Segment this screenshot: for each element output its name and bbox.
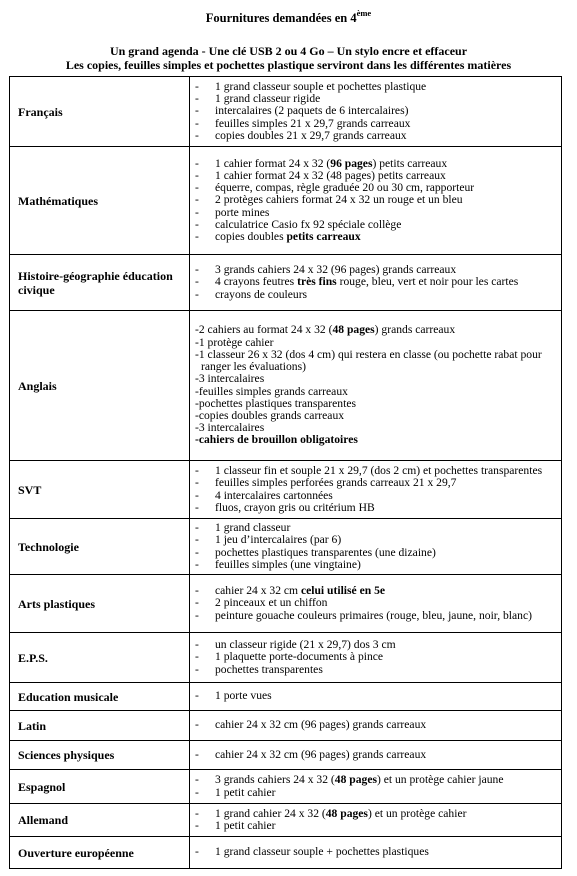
bullet-dash: - [195, 806, 199, 820]
bullet-dash: - [195, 521, 199, 535]
subject-row [10, 461, 562, 519]
item-text: -2 cahiers au format 24 x 32 (48 pages) grands carreaux [195, 324, 456, 337]
list-item [193, 398, 561, 410]
list-item [193, 207, 561, 219]
supplies-table [9, 76, 562, 869]
bullet-dash: - [195, 718, 199, 732]
list-item [193, 585, 561, 597]
item-text: intercalaires (2 paquets de 6 intercalaires) [215, 105, 409, 118]
list-item [193, 276, 561, 288]
list-item [193, 337, 561, 349]
list-item [193, 690, 561, 702]
item-text: équerre, compas, règle graduée 20 ou 30 cm, rapporteur [215, 182, 475, 195]
subject-row [10, 519, 562, 575]
subject-name: Arts plastiques [10, 575, 190, 633]
subject-row [10, 770, 562, 804]
bullet-dash: - [195, 747, 199, 761]
list-item [193, 774, 561, 786]
item-text: copies doubles 21 x 29,7 grands carreaux [215, 129, 407, 142]
list-item [193, 219, 561, 231]
item-text: crayons de couleurs [215, 288, 308, 301]
bullet-dash: - [195, 181, 199, 195]
list-item [193, 477, 561, 489]
list-item [193, 749, 561, 761]
item-text: 1 cahier format 24 x 32 (48 pages) petits carreaux [215, 169, 446, 182]
bullet-dash: - [195, 464, 199, 478]
list-item [193, 289, 561, 301]
subject-items [190, 255, 562, 311]
bullet-dash: - [195, 845, 199, 859]
bullet-dash: - [195, 608, 199, 622]
item-text: cahier 24 x 32 cm celui utilisé en 5e [215, 585, 386, 598]
list-item [193, 349, 561, 361]
bullet-dash: - [195, 287, 199, 301]
bullet-dash: - [195, 104, 199, 118]
title-superscript: ème [356, 8, 372, 18]
bullet-dash: - [195, 584, 199, 598]
subject-items [190, 461, 562, 519]
bullet-dash: - [195, 689, 199, 703]
title-text: Fournitures demandées en 4 [205, 11, 357, 25]
list-item [193, 559, 561, 571]
bullet-dash: - [195, 533, 199, 547]
item-text: cahier 24 x 32 cm (96 pages) grands carreaux [215, 719, 427, 732]
bullet-dash: - [195, 168, 199, 182]
list-item [193, 118, 561, 130]
list-item [193, 664, 561, 676]
subject-items [190, 633, 562, 683]
item-text: -cahiers de brouillon obligatoires [195, 434, 358, 447]
list-item [193, 93, 561, 105]
subject-row [10, 683, 562, 711]
item-text: ranger les évaluations) [201, 361, 306, 374]
subject-row [10, 77, 562, 147]
item-text: 1 classeur fin et souple 21 x 29,7 (dos 2 cm) et pochettes transparentes [215, 465, 543, 478]
subject-name: Mathématiques [10, 147, 190, 255]
item-text: 2 protèges cahiers format 24 x 32 un rouge et un bleu [215, 194, 463, 207]
subject-items [190, 770, 562, 804]
list-item [193, 158, 561, 170]
bullet-dash: - [195, 116, 199, 130]
list-item [193, 522, 561, 534]
subject-items [190, 804, 562, 837]
subject-name: Sciences physiques [10, 741, 190, 770]
subject-name: Latin [10, 711, 190, 741]
list-item [193, 846, 561, 858]
list-item [193, 547, 561, 559]
subject-row [10, 741, 562, 770]
subject-row [10, 575, 562, 633]
item-text: 1 petit cahier [215, 820, 276, 832]
list-item [193, 182, 561, 194]
item-text: calculatrice Casio fx 92 spéciale collège [215, 218, 402, 231]
item-text: 1 cahier format 24 x 32 (96 pages) petits carreaux [215, 157, 448, 170]
item-text: peinture gouache couleurs primaires (rouge, bleu, jaune, noir, blanc) [215, 609, 532, 622]
subject-items [190, 311, 562, 461]
item-text: 1 grand classeur souple + pochettes plastiques [215, 846, 429, 859]
item-text: 1 plaquette porte-documents à pince [215, 651, 384, 664]
list-item [193, 373, 561, 385]
item-text: copies doubles petits carreaux [215, 231, 361, 243]
bullet-dash: - [195, 500, 199, 514]
bullet-dash: - [195, 662, 199, 676]
subject-items [190, 77, 562, 147]
item-text: -copies doubles grands carreaux [195, 409, 345, 422]
item-text: 1 grand classeur souple et pochettes plastique [215, 80, 427, 93]
list-item [193, 610, 561, 622]
subject-name: Technologie [10, 519, 190, 575]
subject-name: E.P.S. [10, 633, 190, 683]
list-item [193, 787, 561, 799]
list-item [193, 231, 561, 243]
item-text: 1 grand classeur [215, 522, 291, 535]
bullet-dash: - [195, 230, 199, 243]
item-text: 1 porte vues [215, 690, 272, 703]
list-item [193, 264, 561, 276]
list-item [193, 434, 561, 446]
item-text: porte mines [215, 206, 270, 219]
item-text: -feuilles simples grands carreaux [195, 385, 348, 398]
list-item [193, 651, 561, 663]
bullet-dash: - [195, 638, 199, 652]
list-item [193, 410, 561, 422]
shared-supplies-note: Les copies, feuilles simples et pochettes plastique serviront dans les différentes matières [65, 58, 512, 72]
bullet-dash: - [195, 156, 199, 170]
subject-row [10, 711, 562, 741]
list-item [193, 808, 561, 820]
list-item [193, 422, 561, 434]
list-item [193, 597, 561, 609]
bullet-dash: - [195, 557, 199, 571]
item-text: 3 grands cahiers 24 x 32 (48 pages) et un protège cahier jaune [215, 774, 504, 787]
list-item [193, 465, 561, 477]
bullet-dash: - [195, 545, 199, 559]
item-text: 4 crayons feutres très fins rouge, bleu, vert et noir pour les cartes [215, 276, 519, 289]
subject-items [190, 741, 562, 770]
bullet-dash: - [195, 217, 199, 231]
bullet-dash: - [195, 79, 199, 93]
subject-name: Allemand [10, 804, 190, 837]
bullet-dash: - [195, 128, 199, 142]
item-text: pochettes transparentes [215, 663, 323, 676]
item-text: 1 grand cahier 24 x 32 (48 pages) et un protège cahier [215, 807, 467, 820]
item-text: 4 intercalaires cartonnées [215, 489, 333, 502]
item-text: pochettes plastiques transparentes (une dizaine) [215, 546, 436, 559]
subject-name: Espagnol [10, 770, 190, 804]
bullet-dash: - [195, 773, 199, 787]
bullet-dash: - [195, 476, 199, 490]
subject-name: Education musicale [10, 683, 190, 711]
item-text: -3 intercalaires [195, 373, 265, 386]
list-item [193, 820, 561, 832]
subject-items [190, 683, 562, 711]
subject-row [10, 311, 562, 461]
subject-name: Français [10, 77, 190, 147]
subject-items [190, 519, 562, 575]
list-item [193, 534, 561, 546]
subject-name: Histoire-géographie éducation civique [10, 255, 190, 311]
bullet-dash: - [195, 205, 199, 219]
list-item [193, 490, 561, 502]
subject-name: Ouverture européenne [10, 837, 190, 869]
subject-row [10, 633, 562, 683]
item-text: 1 grand classeur rigide [215, 93, 321, 106]
subject-items [190, 575, 562, 633]
list-item [193, 361, 561, 373]
item-text: fluos, crayon gris ou critérium HB [215, 501, 375, 514]
item-text: 1 jeu d’intercalaires (par 6) [215, 534, 342, 547]
item-text: -pochettes plastiques transparentes [195, 397, 356, 410]
item-text: -1 classeur 26 x 32 (dos 4 cm) qui restera en classe (ou pochette rabat pour [195, 348, 542, 361]
bullet-dash: - [195, 92, 199, 106]
subject-row [10, 255, 562, 311]
subject-row [10, 804, 562, 837]
bullet-dash: - [195, 819, 199, 832]
item-text: 3 grands cahiers 24 x 32 (96 pages) grands carreaux [215, 264, 457, 277]
item-text: 1 petit cahier [215, 786, 276, 799]
item-text: -3 intercalaires [195, 422, 265, 435]
list-item [193, 170, 561, 182]
list-item [193, 324, 561, 336]
bullet-dash: - [195, 263, 199, 277]
bullet-dash: - [195, 193, 199, 207]
bullet-dash: - [195, 650, 199, 664]
item-text: 2 pinceaux et un chiffon [215, 597, 328, 610]
subject-name: Anglais [10, 311, 190, 461]
list-item [193, 105, 561, 117]
subject-row [10, 837, 562, 869]
subject-items [190, 837, 562, 869]
general-supplies-line: Un grand agenda - Une clé USB 2 ou 4 Go – Un stylo encre et effaceur [109, 44, 468, 58]
item-text: -1 protège cahier [195, 336, 274, 349]
bullet-dash: - [195, 488, 199, 502]
bullet-dash: - [195, 785, 199, 799]
list-item [193, 130, 561, 142]
item-text: feuilles simples (une vingtaine) [215, 558, 361, 571]
subject-items [190, 147, 562, 255]
subject-name: SVT [10, 461, 190, 519]
item-text: un classeur rigide (21 x 29,7) dos 3 cm [215, 639, 396, 652]
page-title [0, 8, 577, 26]
bullet-dash: - [195, 596, 199, 610]
subject-row [10, 147, 562, 255]
list-item [193, 639, 561, 651]
item-text: feuilles simples 21 x 29,7 grands carreaux [215, 117, 411, 130]
list-item [193, 719, 561, 731]
subject-items [190, 711, 562, 741]
bullet-dash: - [195, 275, 199, 289]
list-item [193, 194, 561, 206]
list-item [193, 502, 561, 514]
item-text: cahier 24 x 32 cm (96 pages) grands carreaux [215, 748, 427, 761]
list-item [193, 386, 561, 398]
item-text: feuilles simples perforées grands carreaux 21 x 29,7 [215, 477, 457, 490]
list-item [193, 81, 561, 93]
